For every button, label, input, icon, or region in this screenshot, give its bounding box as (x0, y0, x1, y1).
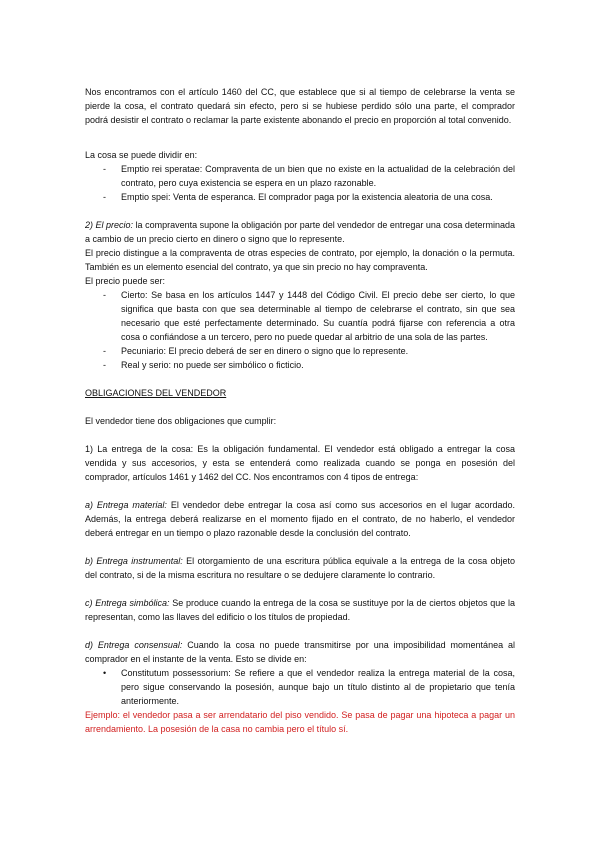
precio-distingue: El precio distingue a la compraventa de otras especies de contrato, por ejemplo, la donación o la permuta. También es un elemento esencial del contrato, ya que sin precio no hay compraventa. (85, 248, 515, 272)
entrega-instrumental-text: El otorgamiento de una escritura pública equivale a la entrega de la cosa objeto del contrato, si de la misma escritura no resultare o se dedujere claramente lo contrario. (85, 556, 515, 580)
entrega-consensual (85, 638, 515, 666)
consensual-list (85, 666, 515, 708)
entrega-simbolica-text: Se produce cuando la entrega de la cosa se sustituye por la de ciertos objetos que la representan, como las llaves del edificio o los títulos de propiedad. (85, 598, 515, 622)
list-item: • Constitutum possessorium: Se refiere a que el vendedor realiza la entrega material de la cosa, pero sigue conservando la posesión, aunque bajo un título distinto al de propietario que tenía anteriormente. (85, 666, 515, 708)
list-item: - Emptio spei: Venta de esperanca. El comprador paga por la existencia aleatoria de una cosa. (85, 190, 515, 204)
obligaciones-title: OBLIGACIONES DEL VENDEDOR (85, 388, 227, 398)
entrega-heading: 1) La entrega de la cosa: Es la obligación fundamental. El vendedor está obligado a entregar la cosa vendida y sus accesorios, y esta se entenderá como realizada cuando se ponga en posesión del comprador, artículos 1461 y 1462 del CC. Nos encontramos con 4 tipos de entrega: (85, 444, 515, 482)
ejemplo-note: Ejemplo: el vendedor pasa a ser arrendatario del piso vendido. Se pasa de pagar una hipoteca a pagar un arrendamiento. La posesión de la casa no cambia pero el título sí. (85, 710, 515, 734)
obligaciones-intro: El vendedor tiene dos obligaciones que cumplir: (85, 416, 277, 426)
precio-label: 2) El precio: (85, 220, 134, 230)
list-item: - Real y serio: no puede ser simbólico o ficticio. (85, 358, 515, 372)
entrega-consensual-text: Cuando la cosa no puede transmitirse por una imposibilidad momentánea al comprador en el instante de la venta. Esto se divide en: (85, 640, 515, 664)
precio-puede-ser: El precio puede ser: (85, 276, 166, 286)
entrega-simbolica (85, 596, 515, 624)
entrega-simbolica-label: c) Entrega simbólica: (85, 598, 170, 608)
entrega-instrumental (85, 554, 515, 582)
intro-paragraph: Nos encontramos con el artículo 1460 del CC, que establece que si al tiempo de celebrarse la venta se pierde la cosa, el contrato quedará sin efecto, pero si se hubiese perdido sólo una parte, el comprador podrá desistir el contrato o reclamar la parte existente abonando el precio en proporción al total convenido. (85, 87, 515, 125)
entrega-material-text: El vendedor debe entregar la cosa así como sus accesorios en el lugar acordado. Además, la entrega deberá realizarse en el momento fijado en el contrato, de no haberlo, el vendedor deberá entregar en un tiempo o plazo razonable desde la conclusión del contrato. (85, 500, 515, 538)
document-body (85, 85, 515, 736)
precio-text: la compraventa supone la obligación por parte del vendedor de entregar una cosa determinada a cambio de un precio cierto en dinero o signo que lo represente. (85, 220, 515, 244)
list-item: - Cierto: Se basa en los artículos 1447 y 1448 del Código Civil. El precio debe ser cierto, lo que significa que basta con que sea determinable al tiempo de celebrarse el contrato, sin que sea necesario que esté perfectamente determinado. Su cuantía podrá fijarse con referencia a otra cosa o confiándose a un tercero, pero no puede quedar al arbitrio de una sola de las partes. (85, 288, 515, 344)
cosa-heading: La cosa se puede dividir en: (85, 150, 198, 160)
entrega-consensual-label: d) Entrega consensual: (85, 640, 183, 650)
list-item: - Pecuniario: El precio deberá de ser en dinero o signo que lo represente. (85, 344, 515, 358)
precio-paragraph (85, 218, 515, 246)
cosa-list (85, 162, 515, 204)
entrega-material (85, 498, 515, 540)
entrega-material-label: a) Entrega material: (85, 500, 167, 510)
list-item: - Emptio rei speratae: Compraventa de un bien que no existe en la actualidad de la celebración del contrato, pero cuya existencia se espera en un plazo razonable. (85, 162, 515, 190)
precio-list (85, 288, 515, 372)
entrega-instrumental-label: b) Entrega instrumental: (85, 556, 183, 566)
